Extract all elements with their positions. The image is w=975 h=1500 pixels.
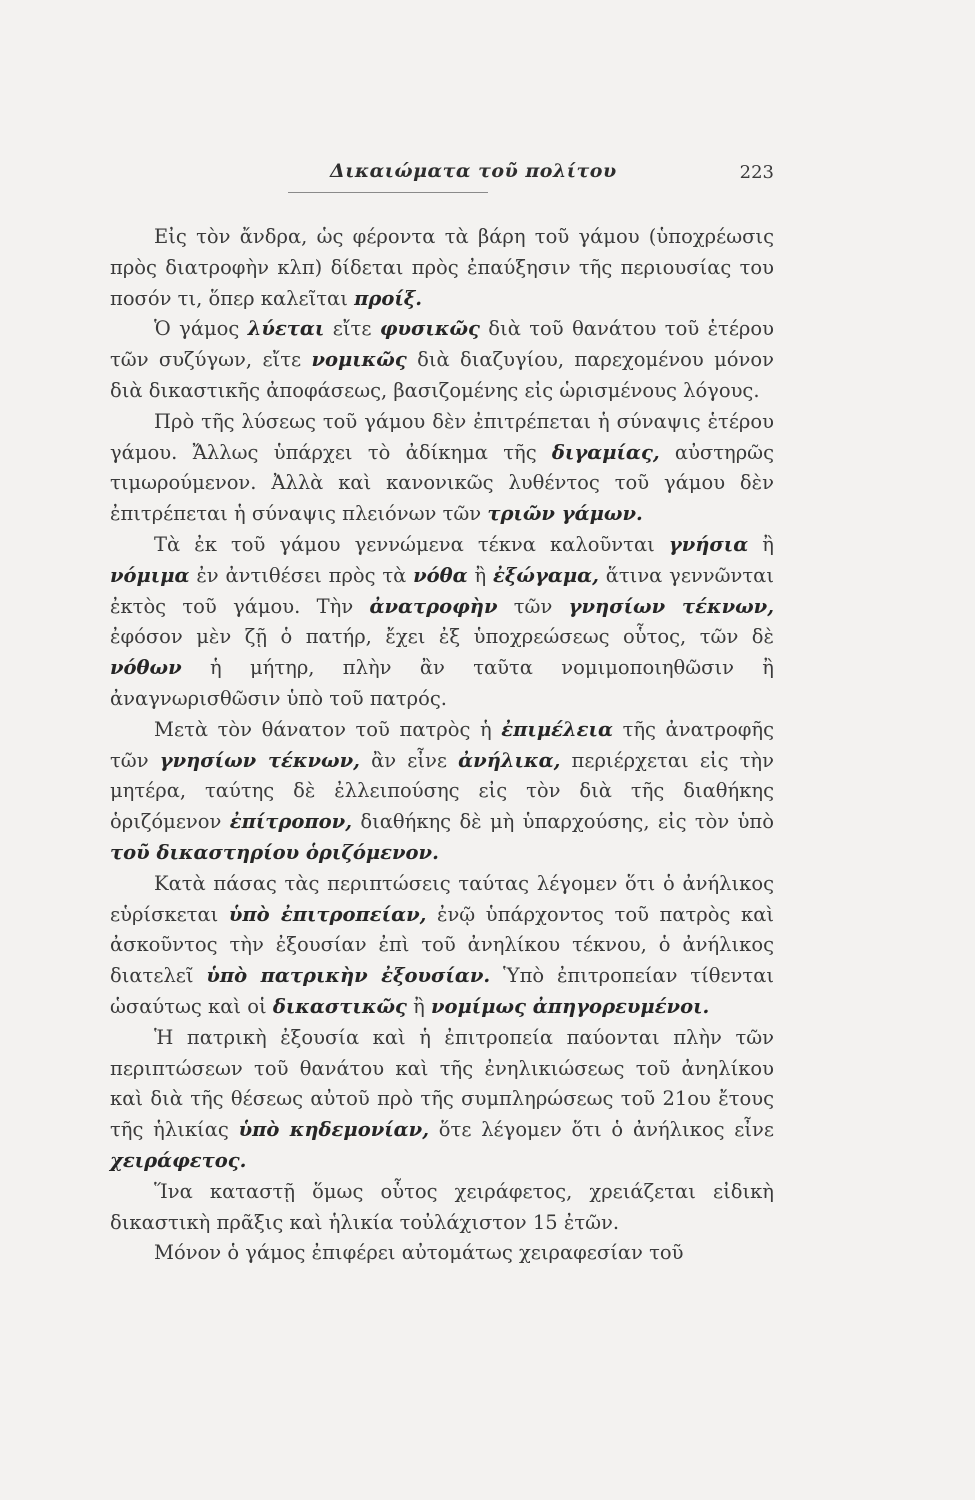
text-run: Τὰ ἐκ τοῦ γάμου γεννώμενα τέκνα καλοῦνται — [154, 532, 669, 556]
text-run: Πρὸ τῆς λύσεως τοῦ γάμου δὲν ἐπιτρέπεται ἡ σύναψις ἑτέρου γάμου. Ἄλλως ὑπάρχει τὸ ἀδίκημα τῆς — [110, 409, 774, 464]
text-run: Ἵνα καταστῇ ὅμως οὗτος χειράφετος, χρειάζεται εἰδικὴ δικαστικὴ πρᾶξις καὶ ἡλικία τοὐλάχιστον 15 ἐτῶν. — [110, 1179, 774, 1234]
emphasized-term: τριῶν γάμων. — [487, 502, 643, 526]
text-run: ἐφόσον μὲν ζῇ ὁ πατήρ, ἔχει ἐξ ὑποχρεώσεως οὗτος, τῶν δὲ — [110, 625, 774, 649]
text-run: ἢ — [467, 563, 493, 587]
text-run: Εἰς τὸν ἄνδρα, ὡς φέροντα τὰ βάρη τοῦ γάμου (ὑποχρέωσις πρὸς διατροφὴν κλπ) δίδεται πρὸς ἐπαύξησιν τῆς περιουσίας του ποσόν τι, ὅπερ καλεῖται — [110, 225, 774, 310]
emphasized-term: ἐξώγαμα, — [493, 563, 599, 587]
emphasized-term: ὑπὸ κηδεμονίαν, — [238, 1118, 429, 1142]
page-number: 223 — [739, 162, 774, 183]
text-run: εἴτε — [324, 317, 380, 341]
emphasized-term: νομικῶς — [311, 348, 407, 372]
body-text — [110, 222, 774, 1269]
emphasized-term: ὑπὸ πατρικὴν ἐξουσίαν. — [206, 964, 491, 988]
text-run: τῆς ἀνατροφῆς τῶν — [110, 717, 775, 772]
text-run: διαθήκης δὲ μὴ ὑπαρχούσης, εἰς τὸν ὑπὸ — [352, 810, 774, 834]
text-run: ἅτινα γεννῶνται ἐκτὸς τοῦ γάμου. Τὴν — [110, 563, 774, 618]
text-run: ἂν εἶνε — [359, 748, 459, 772]
text-run: διὰ τοῦ θανάτου τοῦ ἑτέρου τῶν συζύγων, εἴτε — [110, 317, 774, 372]
emphasized-term: νόμιμα — [110, 563, 190, 587]
emphasized-term: γνησίων τέκνων, — [568, 594, 774, 618]
text-run: τῶν — [497, 594, 569, 618]
emphasized-term: νόθων — [110, 656, 182, 680]
text-run: ἢ — [748, 532, 774, 556]
text-run: ἢ — [406, 994, 431, 1018]
paragraph — [110, 1238, 774, 1269]
emphasized-term: γνησίων τέκνων, — [159, 748, 360, 772]
emphasized-term: διγαμίας, — [551, 440, 660, 464]
text-run: ἡ μήτηρ, πλὴν ἂν ταῦτα νομιμοποιηθῶσιν ἢ ἀναγνωρισθῶσιν ὑπὸ τοῦ πατρός. — [110, 656, 774, 710]
emphasized-term: δικαστικῶς — [272, 994, 407, 1018]
emphasized-term: ὑπὸ ἐπιτροπείαν, — [228, 902, 427, 926]
text-run: Κατὰ πάσας τὰς περιπτώσεις ταύτας λέγομεν ὅτι ὁ ἀνήλικος εὑρίσκεται — [110, 871, 774, 926]
paragraph — [110, 314, 774, 406]
page-header — [330, 160, 774, 190]
emphasized-term: προίξ. — [354, 286, 423, 310]
text-run: διὰ διαζυγίου, παρεχομένου μόνον διὰ δικαστικῆς ἀποφάσεως, βασιζομένης εἰς ὡρισμένους λόγους. — [110, 348, 774, 402]
emphasized-term: ἀνήλικα, — [458, 748, 561, 772]
paragraph — [110, 530, 774, 715]
emphasized-term: νόθα — [413, 563, 468, 587]
text-run: περιέρχεται εἰς τὴν μητέρα, ταύτης δὲ ἐλλειπούσης εἰς τὸν διὰ τῆς διαθήκης ὁριζόμενον — [110, 748, 774, 834]
emphasized-term: νομίμως ἀπηγορευμένοι. — [430, 994, 710, 1018]
paragraph — [110, 1023, 774, 1177]
text-run: Μετὰ τὸν θάνατον τοῦ πατρὸς ἡ — [154, 717, 502, 741]
text-run: αὐστηρῶς τιμωρούμενον. Ἀλλὰ καὶ κανονικῶς λυθέντος τοῦ γάμου δὲν ἐπιτρέπεται ἡ σύναψις πλειόνων τῶν — [110, 440, 774, 526]
text-run: ἐν ἀντιθέσει πρὸς τὰ — [189, 563, 414, 587]
paragraph — [110, 715, 774, 869]
emphasized-term: ἀνατροφὴν — [369, 594, 498, 618]
text-run: Ἡ πατρικὴ ἐξουσία καὶ ἡ ἐπιτροπεία παύονται πλὴν τῶν περιπτώσεων τοῦ θανάτου καὶ τῆς ἐνηλικιώσεως τοῦ ἀνηλίκου καὶ διὰ τῆς θέσεως αὐτοῦ πρὸ τῆς συμπληρώσεως τοῦ 21ου ἔτους τῆς ἡλικίας — [110, 1025, 774, 1142]
emphasized-term: τοῦ δικαστηρίου ὁριζόμενον. — [110, 840, 439, 864]
emphasized-term: φυσικῶς — [379, 317, 480, 341]
text-run: ἐνῷ ὑπάρχοντος τοῦ πατρὸς καὶ ἀσκοῦντος τὴν ἐξουσίαν ἐπὶ τοῦ ἀνηλίκου τέκνου, ὁ ἀνήλικος διατελεῖ — [110, 902, 775, 988]
emphasized-term: λύεται — [247, 317, 325, 341]
emphasized-term: ἐπίτροπον, — [229, 810, 352, 834]
text-run: Ὁ γάμος — [154, 317, 248, 341]
text-run: ὅτε λέγομεν ὅτι ὁ ἀνήλικος εἶνε — [429, 1118, 775, 1142]
emphasized-term: χειράφετος. — [110, 1148, 247, 1172]
paragraph — [110, 407, 774, 530]
text-run: Μόνον ὁ γάμος ἐπιφέρει αὐτομάτως χειραφεσίαν τοῦ — [154, 1241, 684, 1265]
running-title: Δικαιώματα τοῦ πολίτου — [330, 160, 617, 182]
header-rule — [288, 192, 488, 193]
paragraph — [110, 869, 774, 1023]
text-run: Ὑπὸ ἐπιτροπείαν τίθενται ὡσαύτως καὶ οἱ — [110, 964, 775, 1018]
paragraph — [110, 1177, 774, 1239]
emphasized-term: ἐπιμέλεια — [501, 717, 613, 741]
emphasized-term: γνήσια — [668, 532, 749, 556]
paragraph — [110, 222, 774, 314]
